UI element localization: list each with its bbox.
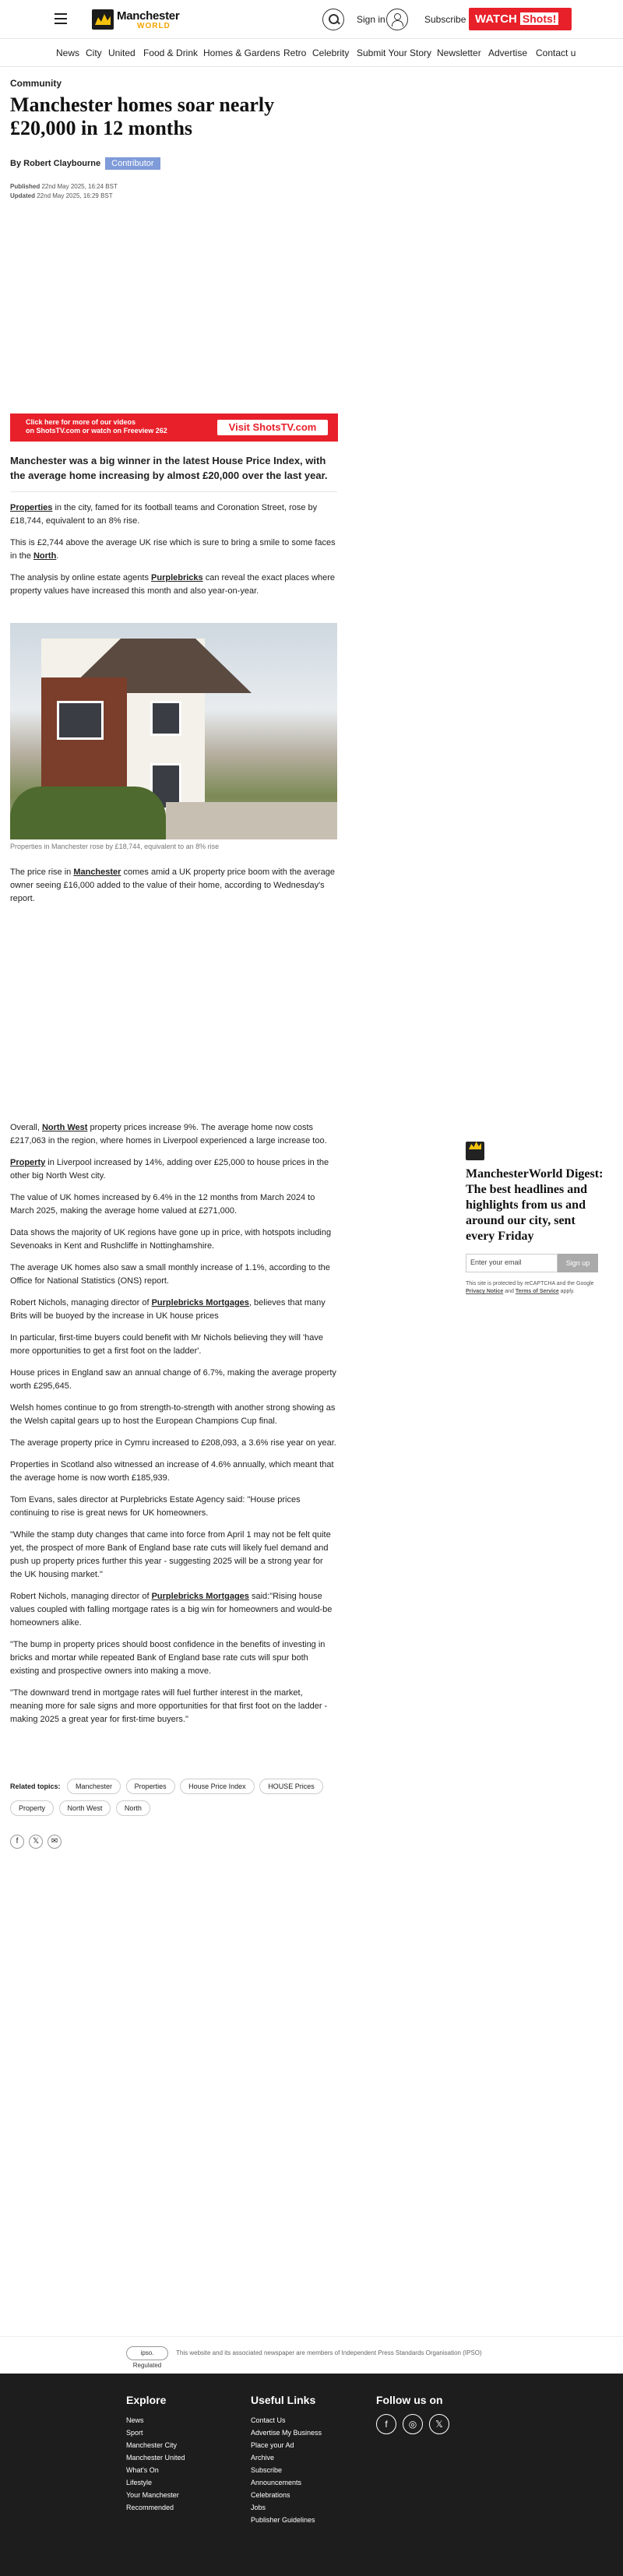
footer-follow-title: Follow us on	[376, 2394, 443, 2406]
logo-subtext: WORLD	[137, 22, 171, 30]
divider	[10, 491, 337, 492]
newsletter-signup	[466, 1136, 604, 1296]
article-lead: Manchester was a big winner in the latest House Price Index, with the average home increasing by almost £20,000 over the last year.	[10, 455, 328, 481]
paragraph: "While the stamp duty changes that came into force from April 1 may not be felt quite yet, the prospect of more Bank of England base rate cuts will likely fuel demand and push up property prices further this year - suggesting 2025 will be a strong year for the UK housing market."	[10, 1530, 331, 1579]
nav-item-united[interactable]: United	[108, 48, 136, 58]
link-north-west[interactable]: North West	[41, 1123, 88, 1132]
link-properties[interactable]: Properties	[10, 503, 53, 512]
published-label: Published	[10, 183, 40, 190]
paragraph-text: can reveal the exact places where property values have increased this month and also year-on-year.	[10, 573, 336, 596]
paragraph	[10, 1297, 337, 1323]
link-purplebricks-mortgages[interactable]: Purplebricks Mortgages	[151, 1592, 249, 1601]
nav-item-news[interactable]: News	[56, 48, 80, 58]
site-logo[interactable]	[92, 6, 201, 33]
promo-line-2: on ShotsTV.com or watch on Freeview 262	[26, 427, 167, 435]
ipso-text: This website and its associated newspaper are members of Independent Press Standards Organisation (IPSO)	[176, 2349, 482, 2356]
article-photo[interactable]	[10, 623, 337, 839]
footer-useful-title: Useful Links	[251, 2394, 316, 2406]
related-topics	[10, 1779, 337, 1822]
watch-label: WATCH	[475, 12, 517, 26]
nav-item-newsletter[interactable]: Newsletter	[437, 48, 481, 58]
link-purplebricks[interactable]: Purplebricks	[151, 573, 203, 582]
paragraph-text: This is £2,744 above the average UK rise which is sure to bring a smile to some faces in the	[10, 538, 336, 561]
footer-link[interactable]: Subscribe	[251, 2466, 283, 2474]
logo-text: Manchester	[117, 9, 180, 23]
link-purplebricks-mortgages[interactable]: Purplebricks Mortgages	[151, 1298, 249, 1307]
paragraph: "The downward trend in mortgage rates will fuel further interest in the market, meaning more for sale signs and more opportunities for that first foot on the ladder - making 2025 a great year for first-time buyers."	[10, 1688, 328, 1724]
footer-link[interactable]: Your Manchester	[126, 2491, 179, 2499]
terms-link[interactable]: Terms of Service	[515, 1289, 559, 1294]
promo-line-1: Click here for more of our videos	[26, 418, 136, 426]
privacy-link[interactable]: Privacy Notice	[466, 1289, 504, 1294]
nav-item-city[interactable]: City	[86, 48, 102, 58]
photo-caption: Properties in Manchester rose by £18,744, equivalent to an 8% rise	[10, 843, 220, 850]
search-icon[interactable]	[322, 9, 344, 30]
byline-prefix: By	[10, 159, 22, 168]
subscribe-link[interactable]: Subscribe	[424, 14, 466, 25]
link-property[interactable]: Property	[10, 1158, 46, 1167]
paragraph	[10, 866, 337, 906]
window-shape	[150, 701, 181, 736]
social-icons	[376, 2414, 449, 2434]
email-input[interactable]: Enter your email	[466, 1254, 558, 1272]
paragraph-text: Robert Nichols, managing director of	[10, 1592, 152, 1601]
article-header	[10, 78, 337, 201]
window-shape	[57, 701, 104, 740]
topic-chip[interactable]: Property	[10, 1800, 54, 1816]
footer-link[interactable]: Manchester City	[126, 2441, 178, 2449]
footer-link[interactable]: Sport	[126, 2429, 143, 2437]
shotstv-promo[interactable]	[10, 413, 338, 442]
hedge-shape	[10, 787, 166, 839]
topics-label: Related topics:	[10, 1782, 61, 1790]
contributor-badge: Contributor	[105, 157, 160, 170]
article-kicker[interactable]: Community	[10, 78, 62, 89]
paragraph-text: said:"Rising house values coupled with falling mortgage rates is a big win for homeowners and would-be homeowners alike.	[10, 1592, 333, 1628]
sign-up-button[interactable]: Sign up	[558, 1254, 598, 1272]
paragraph: "The bump in property prices should boost confidence in the benefits of investing in bricks and mortar while repeated Bank of England base rate cuts will spur both existing and prospective owners into making a move.	[10, 1640, 326, 1676]
ipso-bar	[0, 2336, 623, 2369]
paragraph	[10, 501, 337, 528]
paragraph-text: comes amid a UK property price boom with the average owner seeing £16,000 added to the value of their home, according to Wednesday's report.	[10, 867, 335, 903]
video-ad-slot	[10, 234, 337, 409]
nav-item-contact[interactable]: Contact u	[536, 48, 576, 58]
email-icon[interactable]: ✉	[48, 1835, 62, 1849]
paragraph: The average property price in Cymru increased to £208,093, a 3.6% rise year on year.	[10, 1438, 336, 1448]
x-icon[interactable]: 𝕏	[429, 2414, 449, 2434]
main-nav	[0, 39, 623, 67]
sign-in-link[interactable]: Sign in	[357, 14, 385, 25]
paragraph-text: .	[56, 551, 59, 561]
paragraph: Tom Evans, sales director at Purplebricks Estate Agency said: "House prices continuing to rise is great news for UK homeowners.	[10, 1495, 301, 1518]
link-north[interactable]: North	[33, 551, 57, 561]
topic-chip[interactable]: Properties	[126, 1779, 175, 1794]
article-dates	[10, 182, 337, 201]
footer-link[interactable]: News	[126, 2416, 144, 2424]
note-text: apply.	[558, 1289, 575, 1294]
footer-follow	[376, 2394, 449, 2434]
nav-item-food-drink[interactable]: Food & Drink	[143, 48, 199, 58]
article-body-top	[10, 453, 337, 607]
x-icon[interactable]: 𝕏	[29, 1835, 43, 1849]
site-footer	[0, 2374, 623, 2576]
paragraph-text: Robert Nichols, managing director of	[10, 1298, 152, 1307]
footer-explore	[126, 2394, 185, 2514]
paragraph-text: in Liverpool increased by 14%, adding over £25,000 to house prices in the other big North West city.	[10, 1158, 329, 1181]
footer-link[interactable]: Advertise My Business	[251, 2429, 322, 2437]
shots-brand: Shots!	[520, 12, 559, 25]
paragraph-text: The analysis by online estate agents	[10, 573, 152, 582]
note-text: and	[503, 1289, 516, 1294]
recaptcha-note	[466, 1280, 604, 1296]
updated-date: 22nd May 2025, 16:29 BST	[37, 192, 113, 199]
paragraph: Properties in Scotland also witnessed an increase of 4.6% annually, which meant that the average home is now worth £185,939.	[10, 1460, 334, 1483]
paragraph: In particular, first-time buyers could benefit with Mr Nichols believing they will 'have more opportunities to get a first foot on the ladder'.	[10, 1333, 323, 1356]
paragraph	[10, 1590, 337, 1630]
paragraph: House prices in England saw an annual change of 6.7%, making the average property worth £295,645.	[10, 1368, 336, 1391]
footer-link[interactable]: Announcements	[251, 2479, 302, 2486]
newsletter-title: ManchesterWorld Digest: The best headlines and highlights from us and around our city, sent every Friday	[466, 1167, 604, 1243]
nav-item-advertise[interactable]: Advertise	[488, 48, 528, 58]
facebook-icon[interactable]: f	[10, 1835, 24, 1849]
byline	[10, 157, 337, 170]
article-body-main	[10, 1121, 337, 1735]
ipso-badge[interactable]: ipso. Regulated	[126, 2346, 168, 2360]
published-date: 22nd May 2025, 16:24 BST	[41, 183, 118, 190]
footer-link[interactable]: Recommended	[126, 2504, 174, 2511]
watch-shots-button[interactable]	[469, 8, 572, 30]
top-bar	[0, 0, 623, 39]
paragraph	[10, 537, 337, 563]
topic-chip[interactable]: House Price Index	[180, 1779, 255, 1794]
footer-link[interactable]: Celebrations	[251, 2491, 290, 2499]
paragraph: The average UK homes also saw a small monthly increase of 1.1%, according to the Office for National Statistics (ONS) report.	[10, 1263, 330, 1286]
menu-icon[interactable]	[55, 13, 67, 24]
footer-link[interactable]: Publisher Guidelines	[251, 2516, 315, 2524]
footer-link[interactable]: Archive	[251, 2454, 275, 2462]
topic-chip[interactable]: Manchester	[67, 1779, 121, 1794]
paragraph: Welsh homes continue to go from strength-to-strength with another strong showing as the Welsh capital gears up to host the European Champions Cup final.	[10, 1403, 336, 1426]
nav-item-retro[interactable]: Retro	[283, 48, 307, 58]
footer-link[interactable]: Lifestyle	[126, 2479, 153, 2486]
paragraph: The value of UK homes increased by 6.4% in the 12 months from March 2024 to March 2025, making the average home valued at £271,000.	[10, 1193, 315, 1216]
paragraph-text: The price rise in	[10, 867, 74, 877]
share-buttons	[10, 1835, 62, 1849]
footer-useful-links	[251, 2394, 322, 2526]
paragraph-text: Overall,	[10, 1123, 42, 1132]
paragraph-text: , believes that many Brits will be buoyed by the increase in UK house prices	[10, 1298, 326, 1321]
driveway-shape	[166, 802, 337, 839]
logo-mark	[92, 9, 114, 30]
nav-item-celebrity[interactable]: Celebrity	[312, 48, 350, 58]
topic-chip[interactable]: North	[116, 1800, 150, 1816]
paragraph	[10, 1156, 337, 1183]
facebook-icon[interactable]: f	[376, 2414, 396, 2434]
author-name[interactable]: Robert Claybourne	[23, 159, 101, 168]
article-body-mid	[10, 866, 337, 914]
article-title: Manchester homes soar nearly £20,000 in 12 months	[10, 93, 275, 139]
paragraph-text: in the city, famed for its football teams and Coronation Street, rose by £18,744, equivalent to an 8% rise.	[10, 503, 318, 526]
paragraph	[10, 572, 337, 598]
topic-chip[interactable]: HOUSE Prices	[259, 1779, 323, 1794]
nav-item-submit-story[interactable]: Submit Your Story	[357, 48, 432, 58]
digest-logo-icon	[466, 1142, 484, 1160]
user-icon[interactable]	[386, 9, 408, 30]
updated-label: Updated	[10, 192, 35, 199]
link-manchester[interactable]: Manchester	[73, 867, 121, 877]
topic-chip[interactable]: North West	[59, 1800, 111, 1816]
nav-item-homes-gardens[interactable]: Homes & Gardens	[203, 48, 280, 58]
footer-link[interactable]: Place your Ad	[251, 2441, 294, 2449]
footer-link[interactable]: Manchester United	[126, 2454, 185, 2462]
newsletter-form	[466, 1254, 604, 1272]
note-text: This site is protected by reCAPTCHA and the Google	[466, 1281, 594, 1286]
paragraph-text: property prices increase 9%. The average home now costs £217,063 in the region, where homes in Liverpool experienced a large increase too.	[10, 1123, 327, 1145]
footer-link[interactable]: Contact Us	[251, 2416, 286, 2424]
footer-explore-title: Explore	[126, 2394, 167, 2406]
footer-link[interactable]: What's On	[126, 2466, 159, 2474]
visit-shotstv-button[interactable]: Visit ShotsTV.com	[217, 420, 328, 435]
instagram-icon[interactable]: ◎	[403, 2414, 423, 2434]
paragraph: Data shows the majority of UK regions have gone up in price, with hotspots including Sevenoaks in Kent and Rushcliffe in Nottinghamshire.	[10, 1228, 332, 1251]
footer-link[interactable]: Jobs	[251, 2504, 266, 2511]
paragraph	[10, 1121, 337, 1148]
